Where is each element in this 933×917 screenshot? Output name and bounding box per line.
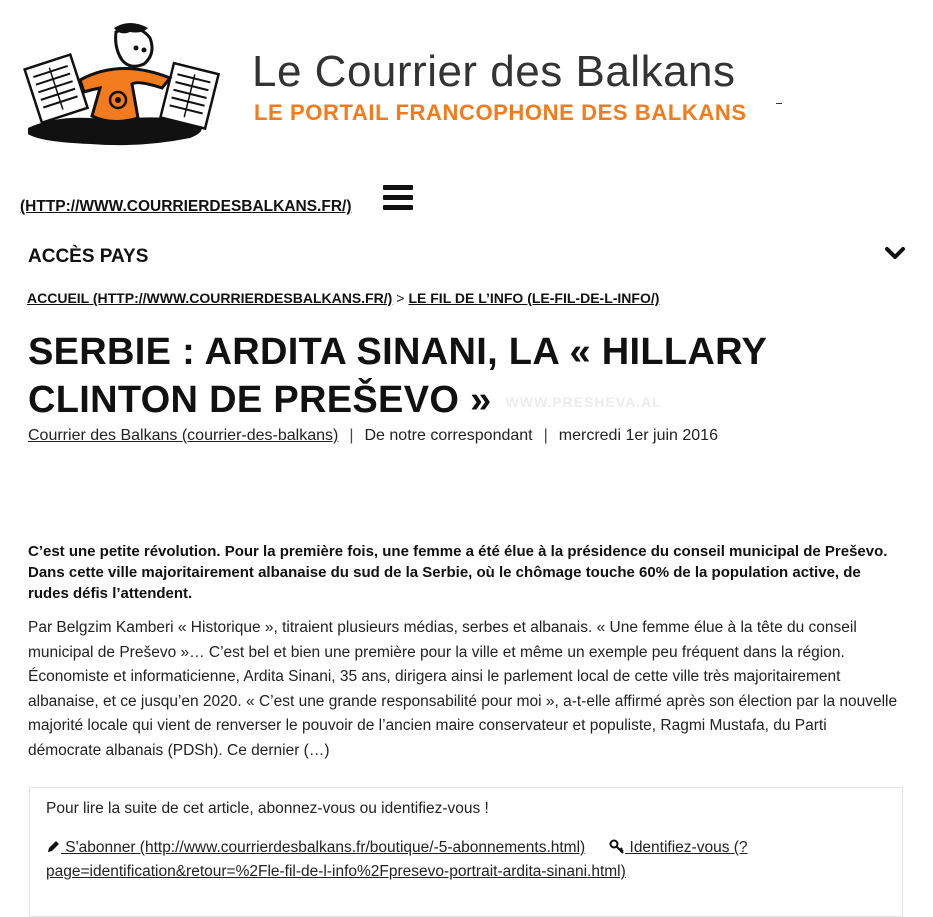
meta-separator: | xyxy=(543,427,548,444)
breadcrumb-section-link[interactable]: LE FIL DE L’INFO (LE-FIL-DE-L-INFO/) xyxy=(408,290,660,306)
subscribe-link[interactable] xyxy=(46,839,585,856)
pencil-icon xyxy=(46,839,61,854)
meta-separator: | xyxy=(349,427,354,444)
paywall-message: Pour lire la suite de cet article, abonnez-vous ou identifiez-vous ! xyxy=(46,800,489,817)
article-meta xyxy=(28,427,718,445)
photo-credit: WWW.PRESHEVA.AL xyxy=(505,393,662,410)
article-lead: C’est une petite révolution. Pour la première fois, une femme a été élue à la présidence du conseil municipal de Preševo. Dans cette ville majoritairement albanaise du sud de la Serbie, où le chômage touche 60% de la population active, de rudes défis l’attendent. xyxy=(28,543,888,602)
brand-underline xyxy=(776,103,782,104)
chevron-down-icon[interactable] xyxy=(884,244,906,262)
logo-reader-icon[interactable] xyxy=(20,18,220,153)
article-date: mercredi 1er juin 2016 xyxy=(558,427,718,444)
article-byline: De notre correspondant xyxy=(364,427,533,444)
breadcrumb-home-link[interactable]: ACCUEIL (HTTP://WWW.COURRIERDESBALKANS.FR/) xyxy=(27,290,393,306)
article-title-block xyxy=(28,328,828,426)
key-icon xyxy=(609,839,625,854)
breadcrumb xyxy=(27,290,659,306)
brand-title[interactable]: Le Courrier des Balkans xyxy=(252,47,736,96)
paywall-box xyxy=(29,787,903,917)
breadcrumb-separator: > xyxy=(396,290,405,306)
article-title: SERBIE : ARDITA SINANI, LA « HILLARY CLINTON DE PREŠEVO » xyxy=(28,331,767,421)
home-link[interactable]: (HTTP://WWW.COURRIERDESBALKANS.FR/) xyxy=(20,198,352,215)
brand-subtitle: LE PORTAIL FRANCOPHONE DES BALKANS xyxy=(254,100,747,125)
login-label: Identifiez-vous (?page=identification&retour=%2Fle-fil-de-l-info%2Fpresevo-portrait-ardita-sinani.html) xyxy=(46,839,748,880)
acces-pays-dropdown[interactable]: ACCÈS PAYS xyxy=(28,246,149,267)
subscribe-label: S'abonner (http://www.courrierdesbalkans.fr/boutique/-5-abonnements.html) xyxy=(61,839,586,856)
article-body: Par Belgzim Kamberi « Historique », titraient plusieurs médias, serbes et albanais. « Une femme élue à la tête du conseil municipal de Preševo »… C’est bel et bien une première pour la ville et même un exemple peu fréquent dans la région. Économiste et informaticienne, Ardita Sinani, 35 ans, dirigera ainsi le parlement local de cette ville très majoritairement albanaise, et ce jusqu’en 2020. « C’est une grande responsabilité pour moi », a-t-elle affirmé après son élection par la nouvelle majorité locale qui vient de renverser le pouvoir de l’ancien maire conservateur et populiste, Ragmi Mustafa, du Parti démocrate albanais (PDSh). Ce dernier (…) xyxy=(28,619,898,759)
paywall-links xyxy=(46,836,836,884)
hamburger-icon[interactable] xyxy=(383,185,413,211)
author-link[interactable]: Courrier des Balkans (courrier-des-balkans) xyxy=(28,427,339,444)
